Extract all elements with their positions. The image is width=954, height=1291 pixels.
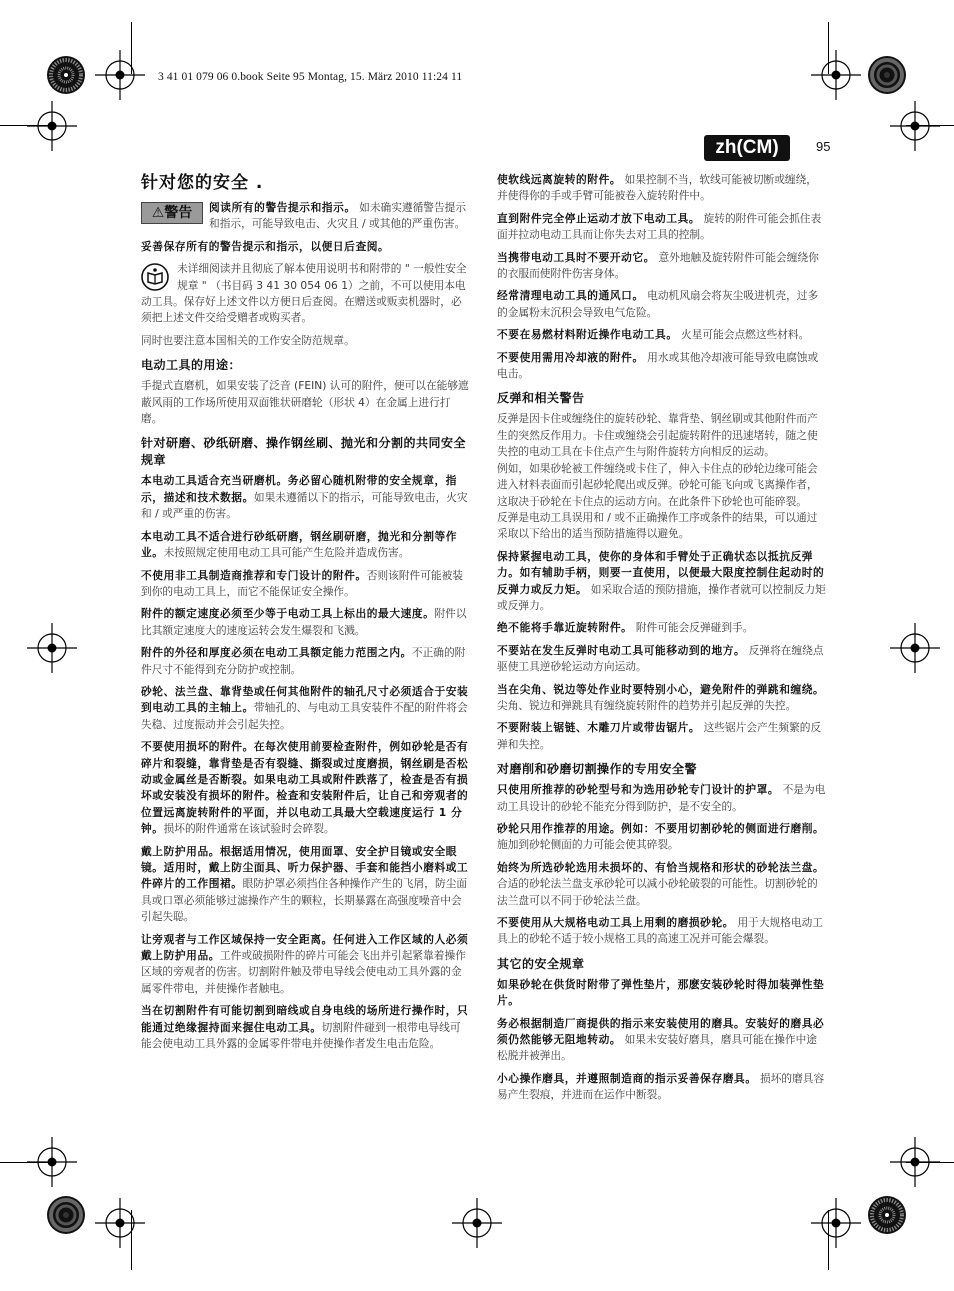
registration-mark-bottom-center <box>452 1198 502 1248</box>
kickback-heading: 反弹和相关警告 <box>497 391 585 406</box>
registration-mark-upper-left <box>27 101 77 151</box>
color-target-bottom-right <box>867 1195 907 1235</box>
safety-item: 附件的额定速度必须至少等于电动工具上标出的最大速度。附件以比其额定速度大的速度运转会发生爆裂和飞溅。 <box>141 607 467 637</box>
safety-item: 砂轮、法兰盘、靠背垫或任何其他附件的轴孔尺寸必须适合于安装到电动工具的主轴上。带轴孔的、与电动工具安装件不配的附件将会失稳、过度振动并会引起失控。 <box>141 684 469 731</box>
kickback-item: 绝不能将手靠近旋转附件。 附件可能会反弹碰到手。 <box>497 621 754 635</box>
crop-line <box>906 125 954 126</box>
kickback-paragraph: 反弹是电动工具误用和 / 或不正确操作工序或条件的结果，可以通过采取以下给出的适当预防措施得以避免。 <box>497 510 818 541</box>
safety-item: 本电动工具不适合进行砂纸研磨，钢丝刷研磨，抛光和分割等作业。未按照规定使用电动工具可能产生危险并造成伤害。 <box>141 529 458 560</box>
warning-badge: ⚠警告 <box>141 202 203 224</box>
left-column <box>141 172 471 1058</box>
grinding-item: 不要使用从大规格电动工具上用剩的磨损砂轮。 用于大规格电动工具上的砂轮不适于较小规格工具的高速工况并可能会爆裂。 <box>497 916 823 946</box>
other-item: 务必根据制造厂商提供的指示来安装使用的磨具。安装好的磨具必须仍然能够无阻地转动。 如果未安装好磨具，磨具可能在操作中途松脱并被弹出。 <box>497 1016 825 1063</box>
crop-line <box>0 1162 50 1163</box>
safety-item: 不要在易燃材料附近操作电动工具。 火星可能会点燃这些材料。 <box>497 328 810 342</box>
safety-item: 不要使用需用冷却液的附件。 用水或其他冷却液可能导致电腐蚀或电击。 <box>497 350 819 381</box>
registration-mark-bottom-left <box>95 1198 145 1248</box>
registration-mark-top-left <box>95 50 145 100</box>
page-number: 95 <box>816 139 831 154</box>
read-manual-note: 未详细阅读并且彻底了解本使用说明书和附带的 " 一般性安全规章 " （书目码 3 41 30 054 06 1）之前，不可以使用本电动工具。保存好上述文件以方便日后查阅。在赠送或贩卖机器时，必须把上述文件交给受赠者或购买者。 <box>141 262 467 325</box>
safety-item: 当在切割附件有可能切割到暗线或自身电线的场所进行操作时，只能通过绝缘握持面来握住电动工具。切割附件碰到一根带电导线可能会使电动工具外露的金属零件带电并使操作者发生电击危险。 <box>141 1004 469 1051</box>
warning-triangle-icon: ⚠ <box>151 205 165 221</box>
kickback-item: 当在尖角、锐边等处作业时要特别小心，避免附件的弹跳和缠绕。 尖角、锐边和弹跳具有缠绕旋转附件的趋势并引起反弹的失控。 <box>497 682 825 712</box>
crop-line <box>0 125 50 126</box>
registration-mark-bottom-right <box>811 1198 861 1248</box>
grinding-item: 砂轮只用作推荐的用途。例如：不要用切割砂轮的侧面进行磨削。 施加到砂轮侧面的力可能会使其碎裂。 <box>497 822 825 852</box>
crop-line <box>828 22 829 74</box>
safety-item: 直到附件完全停止运动才放下电动工具。 旋转的附件可能会抓住表面并拉动电动工具而让你失去对工具的控制。 <box>497 211 822 242</box>
registration-mark-mid-left <box>27 623 77 673</box>
safety-item: 让旁观者与工作区域保持一安全距离。任何进入工作区域的人必须戴上防护用品。工件或破损附件的碎片可能会飞出并引起紧靠着操作区域的旁观者的伤害。切割附件触及带电导线会使电动工具外露的金属零件带电，并使操作者触电。 <box>141 932 469 995</box>
registration-mark-mid-right <box>890 623 940 673</box>
crop-line <box>906 1162 954 1163</box>
read-manual-icon <box>141 263 169 291</box>
registration-mark-top-right <box>811 50 861 100</box>
color-target-top-right <box>867 55 907 95</box>
language-badge: zh(CM) <box>704 135 790 161</box>
kickback-item: 不要站在发生反弹时电动工具可能移动到的地方。 反弹将在缠绕点驱使工具逆砂轮运动方向运动。 <box>497 643 824 674</box>
safety-item: 使软线远离旋转的附件。 如果控制不当，软线可能被切断或缠绕，并使得你的手或手臂可能被卷入旋转附件中。 <box>497 173 817 203</box>
safety-item: 附件的外径和厚度必须在电动工具额定能力范围之内。不正确的附件尺寸不能得到充分防护或控制。 <box>141 646 466 676</box>
keep-instructions: 妥善保存所有的警告提示和指示，以便日后查阅。 <box>141 239 390 253</box>
safety-item: 不要使用损坏的附件。在每次使用前要检查附件，例如砂轮是否有碎片和裂缝，靠背垫是否有裂缝、撕裂或过度磨损，钢丝刷是否松动或金属丝是否断裂。如果电动工具或附件跌落了，检查是否有损坏或安装没有损坏的附件。检查和安装附件后，让自己和旁观者的位置远离旋转附件的平面，并以电动工具最大空载速度运行 1 分钟。损坏的附件通常在该试验时会碎裂。 <box>141 740 469 836</box>
print-slug: 3 41 01 079 06 0.book Seite 95 Montag, 15. März 2010 11:24 11 <box>158 71 463 83</box>
common-safety-heading: 针对研磨、砂纸研磨、操作钢丝刷、抛光和分割的共同安全规章 <box>141 436 467 468</box>
color-target-top-left <box>46 55 86 95</box>
kickback-paragraph: 例如，如果砂轮被工件缠绕或卡住了，伸入卡住点的砂轮边缘可能会进入材料表面而引起砂轮爬出或反弹。砂轮可能飞向或飞离操作者，这取决于砂轮在卡住点的运动方向。在此条件下砂轮也可能碎裂。 <box>497 461 818 508</box>
grinding-item: 只使用所推荐的砂轮型号和为选用砂轮专门设计的护罩。 不是为电动工具设计的砂轮不能充分得到防护，是不安全的。 <box>497 783 826 813</box>
registration-mark-upper-right <box>890 101 940 151</box>
safety-item: 当携带电动工具时不要开动它。 意外地触及旋转附件可能会缠绕你的衣服而使附件伤害身体。 <box>497 250 819 281</box>
safety-item: 戴上防护用品。根据适用情况，使用面罩、安全护目镜或安全眼镜。适用时，戴上防尘面具、听力保护器、手套和能挡小磨料或工件碎片的工作围裙。眼防护罩必须挡住各种操作产生的飞屑，防尘面具或口罩必须能够过滤操作产生的颗粒，长期暴露在高强度噪音中会引起失聪。 <box>141 844 469 924</box>
safety-item: 经常清理电动工具的通风口。 电动机风扇会将灰尘吸进机壳，过多的金属粉末沉积会导致电气危险。 <box>497 289 819 319</box>
grinding-heading: 对磨削和砂磨切割操作的专用安全警 <box>497 762 698 777</box>
safety-item: 本电动工具适合充当研磨机。务必留心随机附带的安全规章，指示，描述和技术数据。如果未遵循以下的指示，可能导致电击，火灾和 / 或严重的伤害。 <box>141 474 468 521</box>
other-rules-heading: 其它的安全规章 <box>497 956 585 971</box>
section-title: 针对您的安全 . <box>141 173 264 193</box>
color-target-bottom-left <box>46 1195 86 1235</box>
other-item: 如果砂轮在供货时附带了弹性垫片，那麽安装砂轮时得加装弹性垫片。 <box>497 977 825 1008</box>
safety-item: 不使用非工具制造商推荐和专门设计的附件。否则该附件可能被装到你的电动工具上，而它不能保证安全操作。 <box>141 568 463 598</box>
kickback-item: 不要附装上锯链、木雕刀片或带齿锯片。 这些锯片会产生频繁的反弹和失控。 <box>497 721 822 751</box>
crop-line <box>131 22 132 74</box>
other-item: 小心操作磨具，并遵照制造商的指示妥善保存磨具。 损坏的磨具容易产生裂痕，并进而在运作中断裂。 <box>497 1071 825 1102</box>
crop-line <box>131 1210 132 1270</box>
crop-line <box>828 1210 829 1270</box>
kickback-item: 保持紧握电动工具，使你的身体和手臂处于正确状态以抵抗反弹力。如有辅助手柄，则要一直使用，以便最大限度控制住起动时的反弹力或反力矩。 如采取合适的预防措施，操作者就可以控制反力矩或反弹力。 <box>497 549 826 612</box>
warning-intro: ⚠警告 阅读所有的警告提示和指示。 如未确实遵循警告提示和指示，可能导致电击、火灾且 / 或其他的严重伤害。 <box>141 200 471 233</box>
intended-use-text: 手提式直磨机，如果安装了泛音 (FEIN) 认可的附件，便可以在能够遮蔽风雨的工作场所使用双面锥状研磨轮（形状 4）在金属上进行打磨。 <box>141 379 469 426</box>
kickback-paragraph: 反弹是因卡住或缠绕住的旋转砂轮、靠背垫、钢丝刷或其他附件而产生的突然反作用力。卡住或缠绕会引起旋转附件的迅速堵转，随之使失控的电动工具在卡住点产生与附件旋转方向相反的运动。 <box>497 412 818 459</box>
grinding-item: 始终为所选砂轮选用未损坏的、有恰当规格和形状的砂轮法兰盘。 合适的砂轮法兰盘支承砂轮可以减小砂轮破裂的可能性。切割砂轮的法兰盘可以不同于砂轮法兰盘。 <box>497 860 825 907</box>
intended-use-heading: 电动工具的用途： <box>141 358 242 373</box>
right-column <box>497 172 827 1110</box>
national-rules: 同时也要注意本国相关的工作安全防范规章。 <box>141 333 355 347</box>
